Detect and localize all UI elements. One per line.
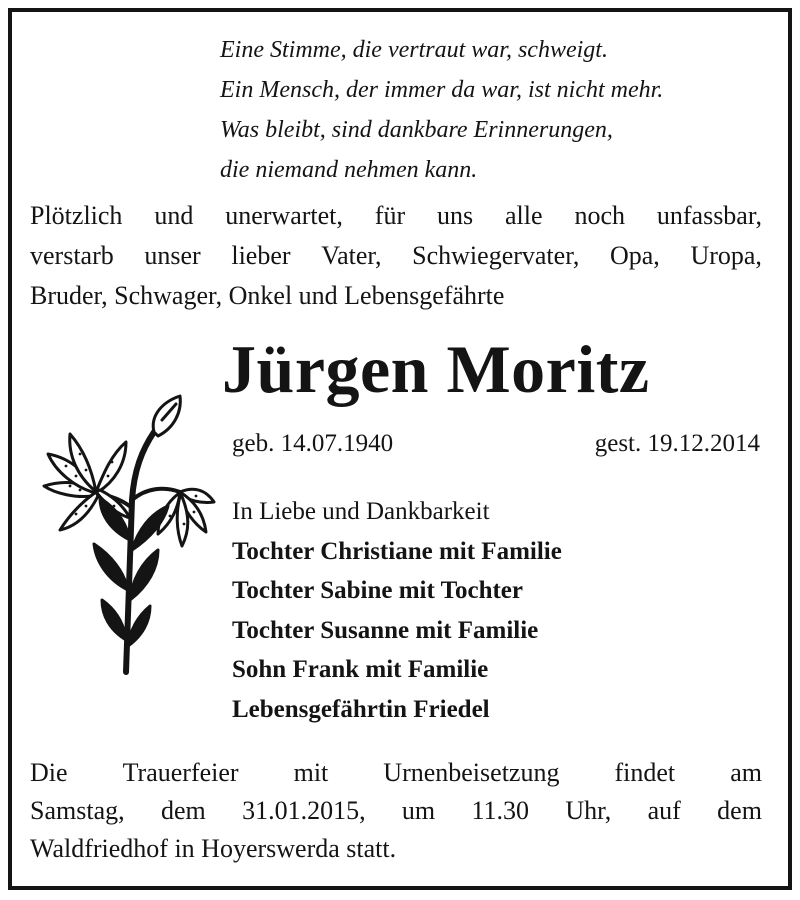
word: 31.01.2015, xyxy=(242,796,366,825)
word: Opa, xyxy=(609,241,660,270)
word: Plötzlich xyxy=(30,201,123,230)
word: 11.30 xyxy=(471,796,530,825)
word: Uhr, xyxy=(565,796,612,825)
word: Vater, xyxy=(321,241,382,270)
mourner: Tochter Susanne mit Familie xyxy=(232,616,539,644)
word: lieber xyxy=(231,241,291,270)
mourner: Sohn Frank mit Familie xyxy=(232,656,489,683)
word: für xyxy=(374,201,406,230)
word: uns xyxy=(437,201,474,230)
announcement-line xyxy=(30,236,762,276)
word: Urnenbeisetzung xyxy=(383,758,560,787)
birth-date: geb. 14.07.1940 xyxy=(232,430,394,457)
word: verstarb xyxy=(30,241,114,270)
word: Die xyxy=(30,758,68,787)
word: findet xyxy=(614,758,676,787)
poem-line: Ein Mensch, der immer da war, ist nicht mehr. xyxy=(220,77,664,103)
mourner: Lebensgefährtin Friedel xyxy=(232,695,490,723)
word: alle xyxy=(505,201,543,230)
life-dates xyxy=(232,426,760,462)
poem-line: Was bleibt, sind dankbare Erinnerungen, xyxy=(220,117,613,143)
funeral-info xyxy=(30,754,762,868)
word: Schwiegervater, xyxy=(412,241,580,270)
word: auf xyxy=(647,796,681,825)
word: und xyxy=(154,201,194,230)
word: Uropa, xyxy=(690,241,762,270)
word: am xyxy=(730,758,762,787)
poem-line: die niemand nehmen kann. xyxy=(220,157,478,183)
deceased-name: Jürgen Moritz xyxy=(222,331,650,407)
funeral-line: Waldfriedhof in Hoyerswerda statt. xyxy=(30,834,397,863)
word: Samstag, xyxy=(30,796,125,825)
announcement-line xyxy=(30,196,762,236)
memorial-poem xyxy=(220,30,663,190)
mourners-list xyxy=(232,492,562,729)
word: unser xyxy=(144,241,201,270)
word: unerwartet, xyxy=(225,201,343,230)
word: dem xyxy=(160,796,206,825)
word: um xyxy=(401,796,436,825)
poem-line: Eine Stimme, die vertraut war, schweigt. xyxy=(220,37,608,63)
word: unfassbar, xyxy=(656,201,762,230)
word: mit xyxy=(293,758,329,787)
mourner: Tochter Christiane mit Familie xyxy=(232,537,562,565)
funeral-line xyxy=(30,792,762,830)
word: noch xyxy=(574,201,625,230)
word: dem xyxy=(717,796,762,825)
word: Trauerfeier xyxy=(122,758,239,787)
death-date: gest. 19.12.2014 xyxy=(594,430,760,457)
funeral-line xyxy=(30,754,762,792)
mourners-intro: In Liebe und Dankbarkeit xyxy=(232,498,490,525)
announcement-line: Bruder, Schwager, Onkel und Lebensgefährte xyxy=(30,281,505,310)
mourner: Tochter Sabine mit Tochter xyxy=(232,577,523,604)
death-announcement-text xyxy=(30,196,762,316)
lily-flower-icon xyxy=(30,390,220,690)
